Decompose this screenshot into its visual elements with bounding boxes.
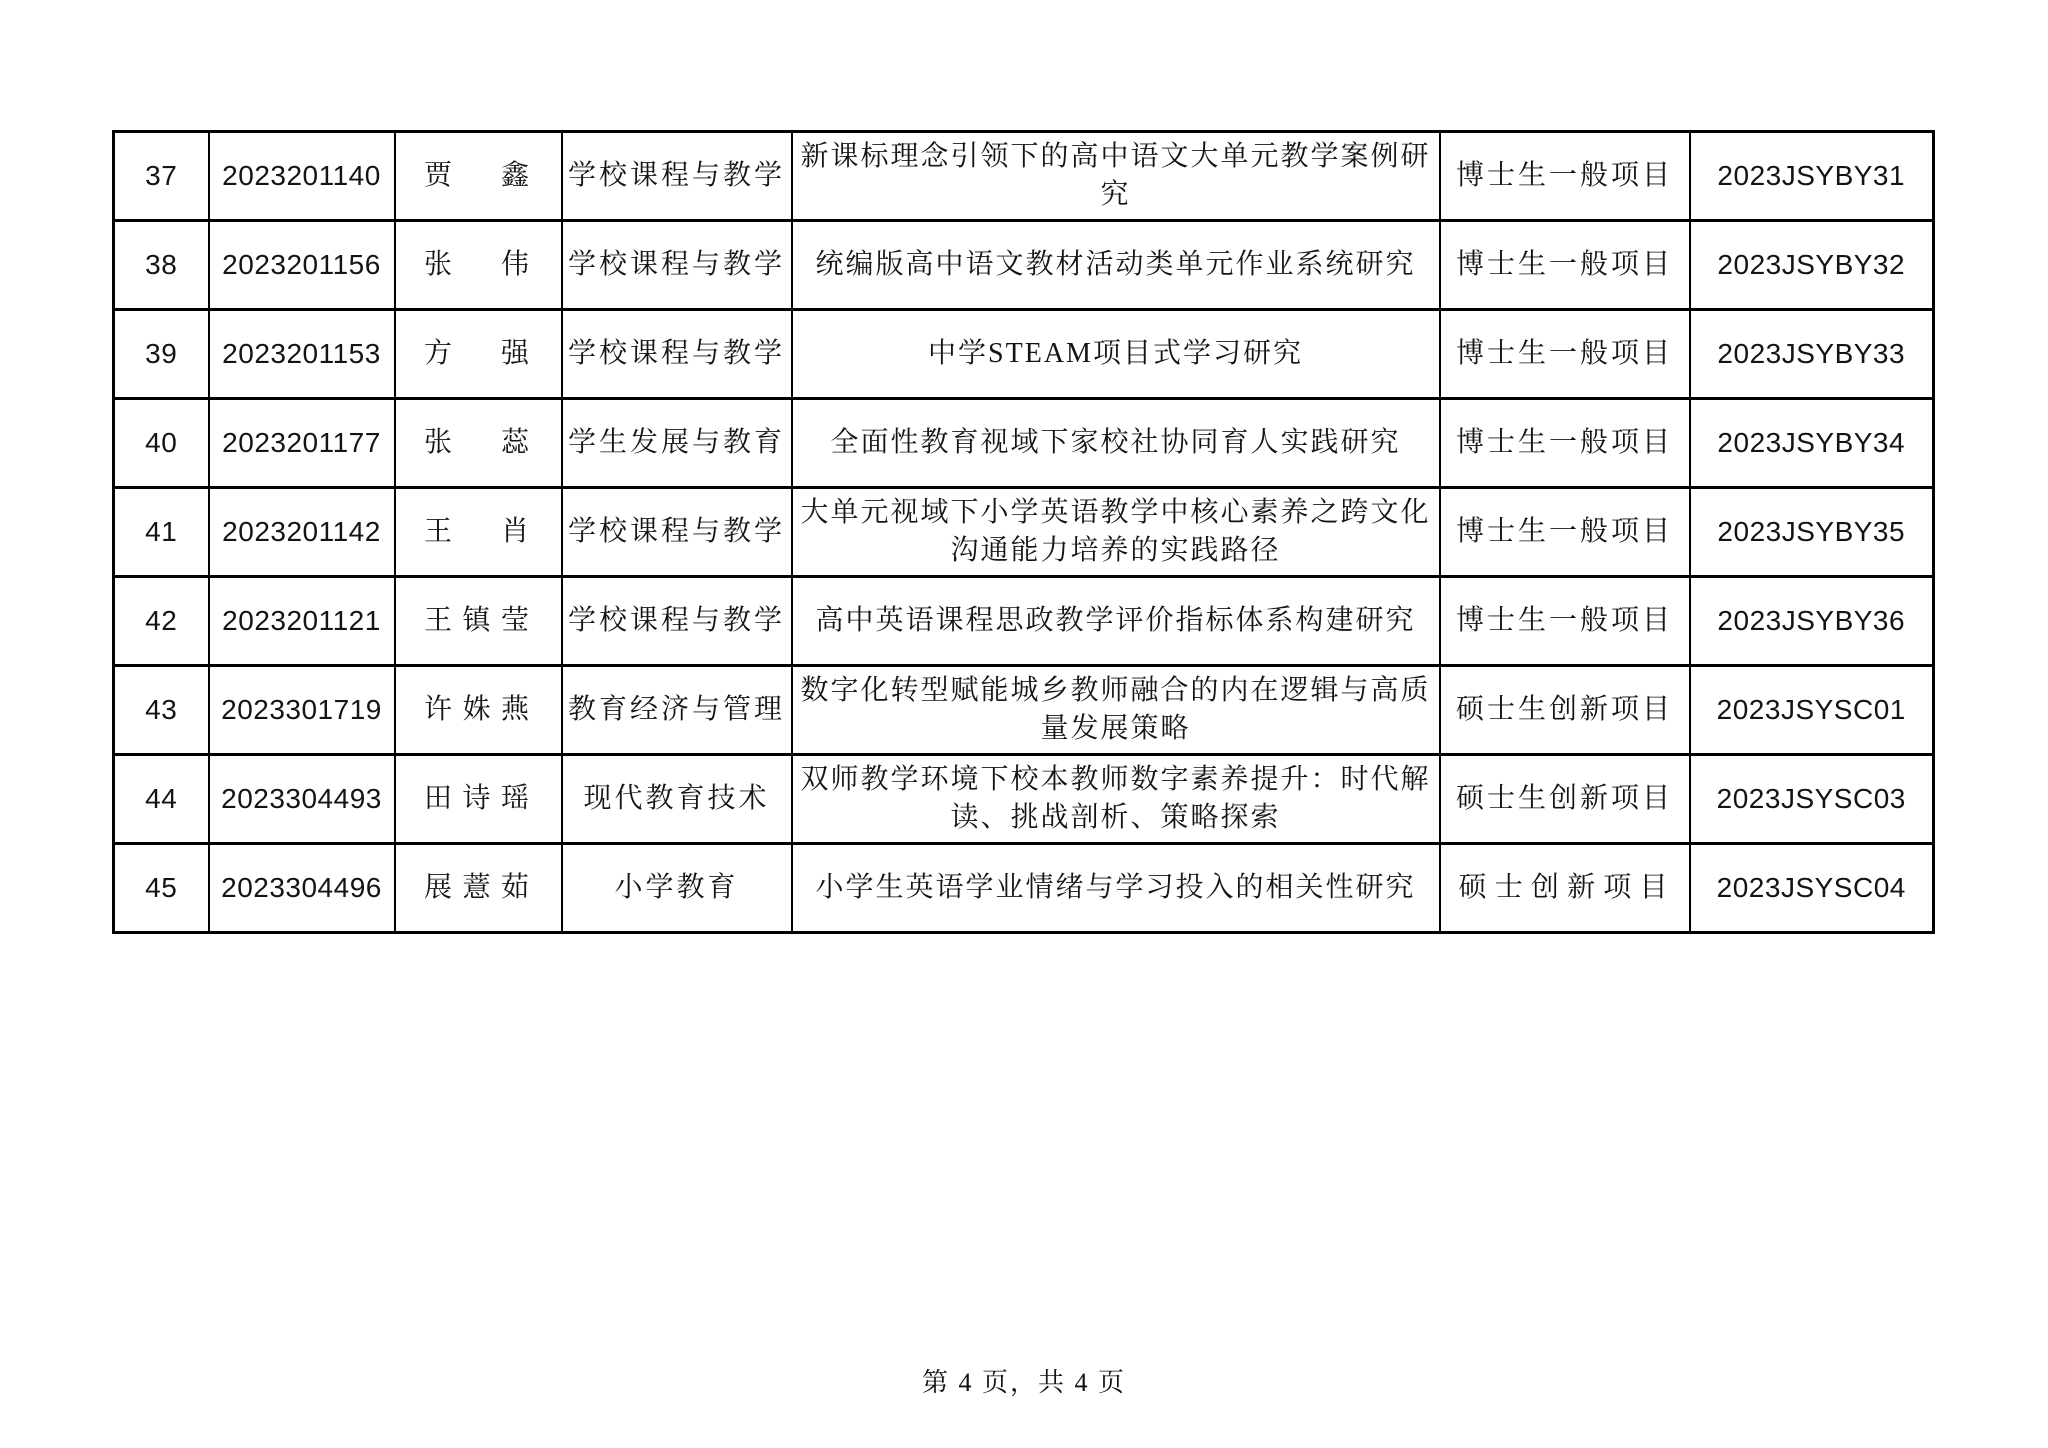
student-id-cell: 2023201121 [209, 577, 395, 666]
project-category: 硕士创新项目 [1458, 872, 1671, 904]
row-no-cell: 44 [114, 755, 209, 844]
student-id-cell: 2023201156 [209, 221, 395, 310]
project-category-cell [1440, 577, 1690, 666]
project-code-cell: 2023JSYBY35 [1690, 488, 1934, 577]
project-category-cell [1440, 755, 1690, 844]
project-code-cell: 2023JSYSC01 [1690, 666, 1934, 755]
project-title-cell: 全面性教育视域下家校社协同育人实践研究 [792, 399, 1440, 488]
row-no-cell: 41 [114, 488, 209, 577]
row-no-cell: 38 [114, 221, 209, 310]
project-category: 博士生一般项目 [1455, 605, 1673, 637]
project-category: 博士生一般项目 [1455, 160, 1673, 192]
row-no-cell: 45 [114, 844, 209, 933]
major-cell: 学校课程与教学 [562, 132, 792, 221]
row-no-cell: 42 [114, 577, 209, 666]
student-name: 张伟 [424, 249, 532, 281]
table-row [114, 221, 1934, 310]
major-cell: 教育经济与管理 [562, 666, 792, 755]
project-title-cell: 双师教学环境下校本教师数字素养提升：时代解读、挑战剖析、策略探索 [792, 755, 1440, 844]
project-category: 博士生一般项目 [1455, 249, 1673, 281]
major-cell: 小学教育 [562, 844, 792, 933]
row-no-cell: 37 [114, 132, 209, 221]
name-cell [395, 310, 562, 399]
table-row [114, 844, 1934, 933]
name-cell [395, 132, 562, 221]
project-title-cell: 小学生英语学业情绪与学习投入的相关性研究 [792, 844, 1440, 933]
major-cell: 学校课程与教学 [562, 577, 792, 666]
row-no-cell: 40 [114, 399, 209, 488]
student-id-cell: 2023201142 [209, 488, 395, 577]
project-category: 博士生一般项目 [1455, 427, 1673, 459]
name-cell [395, 399, 562, 488]
student-name: 王肖 [424, 516, 532, 548]
project-category-cell [1440, 399, 1690, 488]
student-name: 方强 [424, 338, 532, 370]
student-id-cell: 2023304496 [209, 844, 395, 933]
project-code-cell: 2023JSYSC04 [1690, 844, 1934, 933]
major-cell: 现代教育技术 [562, 755, 792, 844]
project-code-cell: 2023JSYSC03 [1690, 755, 1934, 844]
student-id-cell: 2023201153 [209, 310, 395, 399]
project-category-cell [1440, 310, 1690, 399]
table-row [114, 310, 1934, 399]
project-code-cell: 2023JSYBY34 [1690, 399, 1934, 488]
page-footer: 第 4 页，共 4 页 [921, 1368, 1126, 1397]
name-cell [395, 844, 562, 933]
project-code-cell: 2023JSYBY31 [1690, 132, 1934, 221]
project-category: 硕士生创新项目 [1455, 694, 1673, 726]
name-cell [395, 488, 562, 577]
student-id-cell: 2023301719 [209, 666, 395, 755]
table-row [114, 577, 1934, 666]
project-title-cell: 统编版高中语文教材活动类单元作业系统研究 [792, 221, 1440, 310]
name-cell [395, 221, 562, 310]
project-code-cell: 2023JSYBY32 [1690, 221, 1934, 310]
major-cell: 学校课程与教学 [562, 310, 792, 399]
student-name: 张蕊 [424, 427, 532, 459]
project-category: 硕士生创新项目 [1455, 783, 1673, 815]
row-no-cell: 43 [114, 666, 209, 755]
major-cell: 学校课程与教学 [562, 488, 792, 577]
student-name: 许姝燕 [424, 694, 532, 726]
student-name: 贾鑫 [424, 160, 532, 192]
project-category-cell [1440, 221, 1690, 310]
student-name: 田诗瑶 [424, 783, 532, 815]
project-category: 博士生一般项目 [1455, 338, 1673, 370]
student-name: 展薏茹 [424, 872, 532, 904]
name-cell [395, 577, 562, 666]
name-cell [395, 755, 562, 844]
student-id-cell: 2023304493 [209, 755, 395, 844]
project-category-cell [1440, 844, 1690, 933]
projects-table [112, 130, 1935, 934]
project-title-cell: 高中英语课程思政教学评价指标体系构建研究 [792, 577, 1440, 666]
row-no-cell: 39 [114, 310, 209, 399]
student-id-cell: 2023201177 [209, 399, 395, 488]
student-id-cell: 2023201140 [209, 132, 395, 221]
major-cell: 学生发展与教育 [562, 399, 792, 488]
project-title-cell: 数字化转型赋能城乡教师融合的内在逻辑与高质量发展策略 [792, 666, 1440, 755]
student-name: 王镇莹 [424, 605, 532, 637]
project-category-cell [1440, 488, 1690, 577]
table-row [114, 755, 1934, 844]
table-row [114, 399, 1934, 488]
project-code-cell: 2023JSYBY33 [1690, 310, 1934, 399]
table-row [114, 666, 1934, 755]
project-title-cell: 新课标理念引领下的高中语文大单元教学案例研究 [792, 132, 1440, 221]
table-row [114, 488, 1934, 577]
project-title-cell: 中学STEAM项目式学习研究 [792, 310, 1440, 399]
project-category-cell [1440, 132, 1690, 221]
project-category-cell [1440, 666, 1690, 755]
project-category: 博士生一般项目 [1455, 516, 1673, 548]
project-title-cell: 大单元视域下小学英语教学中核心素养之跨文化沟通能力培养的实践路径 [792, 488, 1440, 577]
table-row [114, 132, 1934, 221]
major-cell: 学校课程与教学 [562, 221, 792, 310]
project-code-cell: 2023JSYBY36 [1690, 577, 1934, 666]
name-cell [395, 666, 562, 755]
